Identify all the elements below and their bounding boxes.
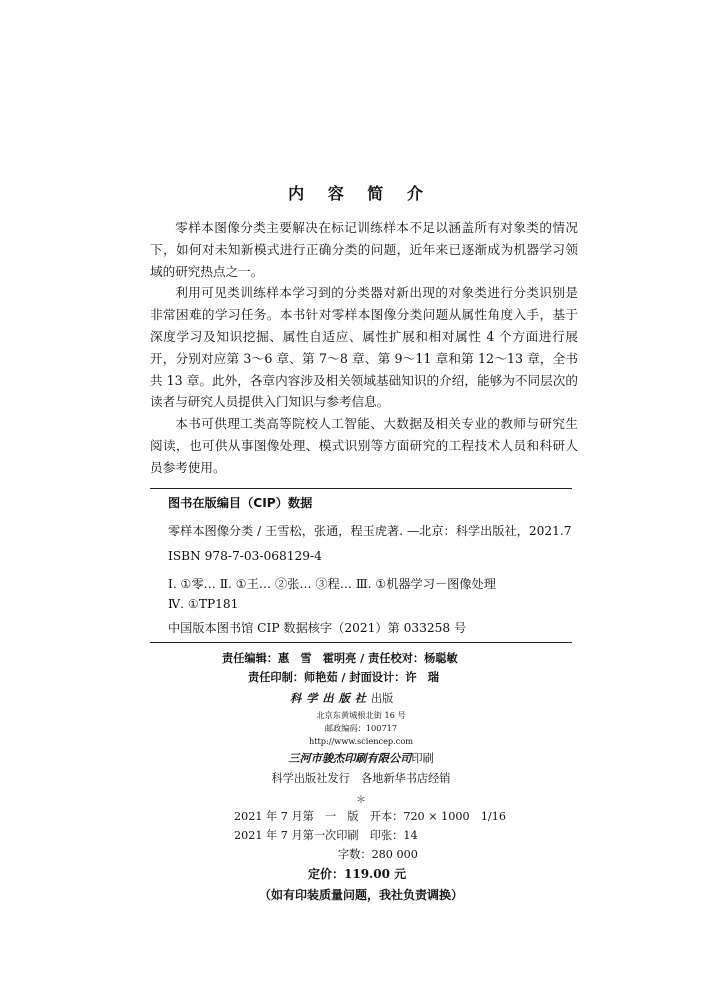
cip-line-title: 零样本图像分类 / 王雪松，张通，程玉虎著. —北京：科学出版社，2021.7: [168, 524, 572, 538]
publisher-line: [290, 690, 393, 706]
publisher-logo-text: 科学出版社: [290, 691, 371, 705]
cip-title: 图书在版编目（CIP）数据: [168, 496, 313, 510]
intro-paragraph-3: 本书可供理工类高等院校人工智能、大数据及相关专业的教师与研究生阅读，也可供从事图像处理、模式识别等方面研究的工程技术人员和科研人员参考使用。: [150, 416, 578, 475]
cip-line-subjects: Ⅰ. ①零… Ⅱ. ①王… ②张… ③程… Ⅲ. ①机器学习－图像处理: [168, 577, 496, 591]
printhouse-line: [150, 750, 572, 766]
word-count: 字数：280 000: [338, 848, 418, 861]
cip-line-isbn: ISBN 978-7-03-068129-4: [168, 549, 322, 563]
intro-paragraph-1: 零样本图像分类主要解决在标记训练样本不足以涵盖所有对象类的情况下，如何对未知新模式进行正确分类的问题，近年来已逐渐成为机器学习领域的研究热点之一。: [150, 220, 578, 279]
publisher-address: 北京东黄城根北街 16 号: [316, 710, 406, 720]
publisher-website: http://www.sciencep.com: [308, 736, 414, 746]
publisher-suffix: 出版: [370, 692, 394, 705]
cip-bottom-divider: [150, 642, 572, 643]
cip-line-classification: Ⅳ. ①TP181: [168, 597, 239, 611]
intro-paragraph-2: 利用可见类训练样本学习到的分类器对新出现的对象类进行分类识别是非常困难的学习任务。本书针对零样本图像分类问题从属性角度入手，基于深度学习及知识挖掘、属性自适应、属性扩展和相对属性 4 个方面进行展开，分别对应第 3～6 章、第 7～8 章、第 9～11 章和第 12～13 章，全书共 13 章。此外，各章内容涉及相关领域基础知识的介绍，能够为不同层次的读者与研究人员提供入门知识与参考信息。: [150, 285, 578, 410]
printing-info: 2021 年 7 月第一次印刷 印张：14: [234, 829, 418, 842]
edition-info: 2021 年 7 月第 一 版 开本：720 × 1000 1/16: [234, 810, 506, 823]
printer-credit: 责任印制：师艳茹 / 封面设计：许 瑞: [248, 670, 439, 684]
editor-credit: 责任编辑：惠 雪 霍明亮 / 责任校对：杨聪敏: [222, 651, 458, 665]
distributor-line: 科学出版社发行 各地新华书店经销: [271, 772, 451, 785]
printhouse-name: 三河市骏杰印刷有限公司: [288, 751, 412, 765]
publisher-postcode: 邮政编码：100717: [324, 723, 398, 733]
quality-note: （如有印装质量问题，我社负责调换）: [258, 888, 463, 902]
intro-title: 内 容 简 介: [288, 184, 432, 203]
intro-body: [150, 217, 578, 479]
cip-top-divider: [150, 488, 572, 489]
printhouse-suffix: 印刷: [411, 752, 434, 765]
cip-line-record-number: 中国版本图书馆 CIP 数据核字（2021）第 033258 号: [168, 621, 467, 635]
separator-star: ＊: [356, 795, 366, 806]
price: 定价：119.00 元: [308, 867, 407, 881]
